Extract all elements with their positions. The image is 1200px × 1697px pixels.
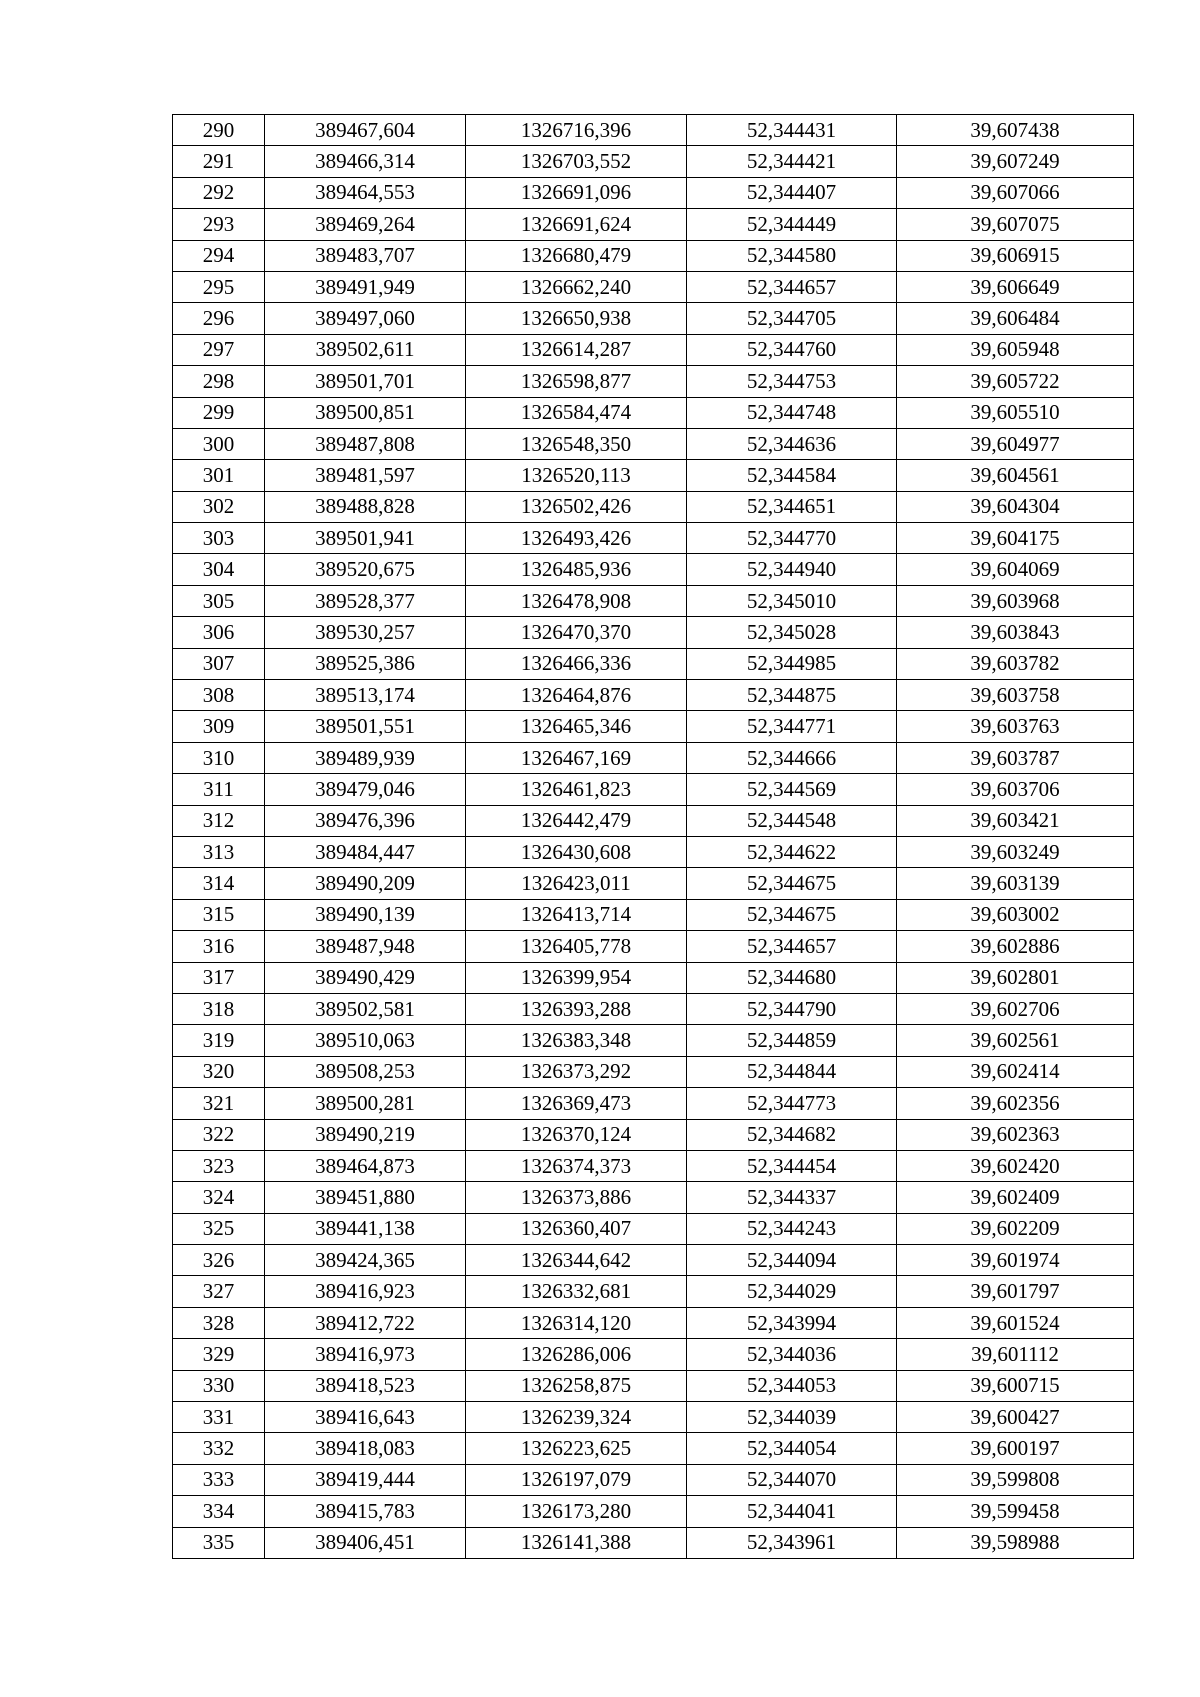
latitude-cell: 52,344041 [687, 1496, 897, 1527]
latitude-cell: 52,344748 [687, 397, 897, 428]
y-coordinate-cell: 1326478,908 [466, 585, 687, 616]
longitude-cell: 39,602209 [897, 1213, 1134, 1244]
longitude-cell: 39,606484 [897, 303, 1134, 334]
point-number-cell: 329 [173, 1339, 265, 1370]
point-number-cell: 333 [173, 1464, 265, 1495]
table-row [173, 146, 1134, 177]
y-coordinate-cell: 1326374,373 [466, 1150, 687, 1181]
y-coordinate-cell: 1326314,120 [466, 1307, 687, 1338]
y-coordinate-cell: 1326703,552 [466, 146, 687, 177]
latitude-cell: 52,344875 [687, 680, 897, 711]
longitude-cell: 39,605948 [897, 334, 1134, 365]
longitude-cell: 39,600197 [897, 1433, 1134, 1464]
point-number-cell: 296 [173, 303, 265, 334]
longitude-cell: 39,603763 [897, 711, 1134, 742]
table-row [173, 1213, 1134, 1244]
x-coordinate-cell: 389406,451 [265, 1527, 466, 1558]
x-coordinate-cell: 389487,948 [265, 931, 466, 962]
x-coordinate-cell: 389501,941 [265, 523, 466, 554]
point-number-cell: 306 [173, 617, 265, 648]
longitude-cell: 39,603249 [897, 836, 1134, 867]
latitude-cell: 52,345010 [687, 585, 897, 616]
y-coordinate-cell: 1326584,474 [466, 397, 687, 428]
table-row [173, 1150, 1134, 1181]
point-number-cell: 324 [173, 1182, 265, 1213]
x-coordinate-cell: 389490,209 [265, 868, 466, 899]
table-row [173, 1182, 1134, 1213]
latitude-cell: 52,344622 [687, 836, 897, 867]
x-coordinate-cell: 389451,880 [265, 1182, 466, 1213]
y-coordinate-cell: 1326485,936 [466, 554, 687, 585]
coordinates-table-body [173, 115, 1134, 1559]
table-row [173, 1464, 1134, 1495]
table-row [173, 115, 1134, 146]
table-row [173, 397, 1134, 428]
table-row [173, 648, 1134, 679]
latitude-cell: 52,344859 [687, 1025, 897, 1056]
x-coordinate-cell: 389418,523 [265, 1370, 466, 1401]
latitude-cell: 52,344036 [687, 1339, 897, 1370]
table-row [173, 1402, 1134, 1433]
y-coordinate-cell: 1326465,346 [466, 711, 687, 742]
point-number-cell: 294 [173, 240, 265, 271]
x-coordinate-cell: 389530,257 [265, 617, 466, 648]
x-coordinate-cell: 389513,174 [265, 680, 466, 711]
latitude-cell: 52,344070 [687, 1464, 897, 1495]
y-coordinate-cell: 1326405,778 [466, 931, 687, 962]
x-coordinate-cell: 389467,604 [265, 115, 466, 146]
latitude-cell: 52,344407 [687, 177, 897, 208]
point-number-cell: 330 [173, 1370, 265, 1401]
point-number-cell: 328 [173, 1307, 265, 1338]
table-row [173, 993, 1134, 1024]
y-coordinate-cell: 1326423,011 [466, 868, 687, 899]
x-coordinate-cell: 389441,138 [265, 1213, 466, 1244]
point-number-cell: 315 [173, 899, 265, 930]
point-number-cell: 297 [173, 334, 265, 365]
latitude-cell: 52,344454 [687, 1150, 897, 1181]
y-coordinate-cell: 1326442,479 [466, 805, 687, 836]
x-coordinate-cell: 389416,643 [265, 1402, 466, 1433]
latitude-cell: 52,344675 [687, 899, 897, 930]
y-coordinate-cell: 1326430,608 [466, 836, 687, 867]
x-coordinate-cell: 389464,553 [265, 177, 466, 208]
point-number-cell: 327 [173, 1276, 265, 1307]
latitude-cell: 52,344421 [687, 146, 897, 177]
longitude-cell: 39,601797 [897, 1276, 1134, 1307]
latitude-cell: 52,344569 [687, 774, 897, 805]
table-row [173, 460, 1134, 491]
point-number-cell: 300 [173, 428, 265, 459]
longitude-cell: 39,603002 [897, 899, 1134, 930]
table-row [173, 868, 1134, 899]
x-coordinate-cell: 389490,139 [265, 899, 466, 930]
x-coordinate-cell: 389412,722 [265, 1307, 466, 1338]
table-row [173, 711, 1134, 742]
y-coordinate-cell: 1326399,954 [466, 962, 687, 993]
latitude-cell: 52,344680 [687, 962, 897, 993]
table-row [173, 240, 1134, 271]
point-number-cell: 301 [173, 460, 265, 491]
point-number-cell: 299 [173, 397, 265, 428]
point-number-cell: 323 [173, 1150, 265, 1181]
longitude-cell: 39,603758 [897, 680, 1134, 711]
point-number-cell: 302 [173, 491, 265, 522]
y-coordinate-cell: 1326141,388 [466, 1527, 687, 1558]
latitude-cell: 52,344682 [687, 1119, 897, 1150]
y-coordinate-cell: 1326716,396 [466, 115, 687, 146]
table-row [173, 617, 1134, 648]
table-row [173, 1119, 1134, 1150]
longitude-cell: 39,603706 [897, 774, 1134, 805]
longitude-cell: 39,603843 [897, 617, 1134, 648]
latitude-cell: 52,344770 [687, 523, 897, 554]
latitude-cell: 52,344243 [687, 1213, 897, 1244]
longitude-cell: 39,598988 [897, 1527, 1134, 1558]
point-number-cell: 303 [173, 523, 265, 554]
table-row [173, 1370, 1134, 1401]
point-number-cell: 309 [173, 711, 265, 742]
point-number-cell: 332 [173, 1433, 265, 1464]
longitude-cell: 39,604561 [897, 460, 1134, 491]
latitude-cell: 52,344584 [687, 460, 897, 491]
x-coordinate-cell: 389489,939 [265, 742, 466, 773]
point-number-cell: 325 [173, 1213, 265, 1244]
point-number-cell: 316 [173, 931, 265, 962]
longitude-cell: 39,607438 [897, 115, 1134, 146]
table-row [173, 1496, 1134, 1527]
latitude-cell: 52,344029 [687, 1276, 897, 1307]
latitude-cell: 52,344580 [687, 240, 897, 271]
point-number-cell: 307 [173, 648, 265, 679]
longitude-cell: 39,606649 [897, 271, 1134, 302]
y-coordinate-cell: 1326461,823 [466, 774, 687, 805]
y-coordinate-cell: 1326493,426 [466, 523, 687, 554]
longitude-cell: 39,604175 [897, 523, 1134, 554]
y-coordinate-cell: 1326239,324 [466, 1402, 687, 1433]
point-number-cell: 292 [173, 177, 265, 208]
latitude-cell: 52,344548 [687, 805, 897, 836]
latitude-cell: 52,344773 [687, 1088, 897, 1119]
point-number-cell: 318 [173, 993, 265, 1024]
table-row [173, 428, 1134, 459]
point-number-cell: 291 [173, 146, 265, 177]
point-number-cell: 331 [173, 1402, 265, 1433]
y-coordinate-cell: 1326691,624 [466, 209, 687, 240]
x-coordinate-cell: 389528,377 [265, 585, 466, 616]
longitude-cell: 39,603787 [897, 742, 1134, 773]
y-coordinate-cell: 1326223,625 [466, 1433, 687, 1464]
latitude-cell: 52,344449 [687, 209, 897, 240]
latitude-cell: 52,344636 [687, 428, 897, 459]
x-coordinate-cell: 389416,923 [265, 1276, 466, 1307]
longitude-cell: 39,607249 [897, 146, 1134, 177]
y-coordinate-cell: 1326691,096 [466, 177, 687, 208]
point-number-cell: 335 [173, 1527, 265, 1558]
x-coordinate-cell: 389500,281 [265, 1088, 466, 1119]
x-coordinate-cell: 389501,701 [265, 366, 466, 397]
point-number-cell: 322 [173, 1119, 265, 1150]
longitude-cell: 39,602886 [897, 931, 1134, 962]
y-coordinate-cell: 1326467,169 [466, 742, 687, 773]
longitude-cell: 39,600427 [897, 1402, 1134, 1433]
x-coordinate-cell: 389484,447 [265, 836, 466, 867]
table-row [173, 491, 1134, 522]
x-coordinate-cell: 389469,264 [265, 209, 466, 240]
point-number-cell: 295 [173, 271, 265, 302]
point-number-cell: 293 [173, 209, 265, 240]
longitude-cell: 39,602801 [897, 962, 1134, 993]
point-number-cell: 321 [173, 1088, 265, 1119]
x-coordinate-cell: 389500,851 [265, 397, 466, 428]
point-number-cell: 320 [173, 1056, 265, 1087]
table-row [173, 366, 1134, 397]
table-row [173, 209, 1134, 240]
longitude-cell: 39,607075 [897, 209, 1134, 240]
x-coordinate-cell: 389418,083 [265, 1433, 466, 1464]
x-coordinate-cell: 389510,063 [265, 1025, 466, 1056]
latitude-cell: 52,344431 [687, 115, 897, 146]
point-number-cell: 313 [173, 836, 265, 867]
longitude-cell: 39,600715 [897, 1370, 1134, 1401]
table-row [173, 271, 1134, 302]
y-coordinate-cell: 1326548,350 [466, 428, 687, 459]
point-number-cell: 290 [173, 115, 265, 146]
latitude-cell: 52,344940 [687, 554, 897, 585]
table-row [173, 1433, 1134, 1464]
table-row [173, 1276, 1134, 1307]
table-row [173, 585, 1134, 616]
table-row [173, 303, 1134, 334]
y-coordinate-cell: 1326650,938 [466, 303, 687, 334]
table-row [173, 177, 1134, 208]
y-coordinate-cell: 1326360,407 [466, 1213, 687, 1244]
point-number-cell: 312 [173, 805, 265, 836]
y-coordinate-cell: 1326373,292 [466, 1056, 687, 1087]
latitude-cell: 52,344760 [687, 334, 897, 365]
longitude-cell: 39,603968 [897, 585, 1134, 616]
latitude-cell: 52,344666 [687, 742, 897, 773]
table-row [173, 1245, 1134, 1276]
latitude-cell: 52,344054 [687, 1433, 897, 1464]
y-coordinate-cell: 1326662,240 [466, 271, 687, 302]
y-coordinate-cell: 1326520,113 [466, 460, 687, 491]
x-coordinate-cell: 389508,253 [265, 1056, 466, 1087]
table-row [173, 774, 1134, 805]
y-coordinate-cell: 1326369,473 [466, 1088, 687, 1119]
latitude-cell: 52,344039 [687, 1402, 897, 1433]
longitude-cell: 39,602561 [897, 1025, 1134, 1056]
longitude-cell: 39,604069 [897, 554, 1134, 585]
point-number-cell: 326 [173, 1245, 265, 1276]
point-number-cell: 317 [173, 962, 265, 993]
longitude-cell: 39,602363 [897, 1119, 1134, 1150]
y-coordinate-cell: 1326370,124 [466, 1119, 687, 1150]
x-coordinate-cell: 389488,828 [265, 491, 466, 522]
table-row [173, 742, 1134, 773]
latitude-cell: 52,343994 [687, 1307, 897, 1338]
latitude-cell: 52,344753 [687, 366, 897, 397]
table-row [173, 1056, 1134, 1087]
x-coordinate-cell: 389476,396 [265, 805, 466, 836]
x-coordinate-cell: 389464,873 [265, 1150, 466, 1181]
longitude-cell: 39,599808 [897, 1464, 1134, 1495]
y-coordinate-cell: 1326173,280 [466, 1496, 687, 1527]
longitude-cell: 39,603782 [897, 648, 1134, 679]
y-coordinate-cell: 1326413,714 [466, 899, 687, 930]
table-row [173, 962, 1134, 993]
longitude-cell: 39,601112 [897, 1339, 1134, 1370]
point-number-cell: 310 [173, 742, 265, 773]
point-number-cell: 308 [173, 680, 265, 711]
latitude-cell: 52,343961 [687, 1527, 897, 1558]
longitude-cell: 39,604304 [897, 491, 1134, 522]
table-row [173, 523, 1134, 554]
latitude-cell: 52,344094 [687, 1245, 897, 1276]
x-coordinate-cell: 389491,949 [265, 271, 466, 302]
longitude-cell: 39,604977 [897, 428, 1134, 459]
table-row [173, 931, 1134, 962]
longitude-cell: 39,601974 [897, 1245, 1134, 1276]
x-coordinate-cell: 389520,675 [265, 554, 466, 585]
y-coordinate-cell: 1326344,642 [466, 1245, 687, 1276]
longitude-cell: 39,605722 [897, 366, 1134, 397]
x-coordinate-cell: 389490,429 [265, 962, 466, 993]
table-row [173, 334, 1134, 365]
latitude-cell: 52,344053 [687, 1370, 897, 1401]
longitude-cell: 39,606915 [897, 240, 1134, 271]
table-row [173, 1307, 1134, 1338]
table-row [173, 1527, 1134, 1558]
longitude-cell: 39,602409 [897, 1182, 1134, 1213]
latitude-cell: 52,344771 [687, 711, 897, 742]
coordinates-table [172, 114, 1134, 1559]
x-coordinate-cell: 389490,219 [265, 1119, 466, 1150]
longitude-cell: 39,603139 [897, 868, 1134, 899]
y-coordinate-cell: 1326464,876 [466, 680, 687, 711]
table-row [173, 899, 1134, 930]
y-coordinate-cell: 1326680,479 [466, 240, 687, 271]
y-coordinate-cell: 1326383,348 [466, 1025, 687, 1056]
point-number-cell: 298 [173, 366, 265, 397]
x-coordinate-cell: 389483,707 [265, 240, 466, 271]
x-coordinate-cell: 389419,444 [265, 1464, 466, 1495]
y-coordinate-cell: 1326332,681 [466, 1276, 687, 1307]
y-coordinate-cell: 1326614,287 [466, 334, 687, 365]
longitude-cell: 39,602414 [897, 1056, 1134, 1087]
latitude-cell: 52,344790 [687, 993, 897, 1024]
x-coordinate-cell: 389487,808 [265, 428, 466, 459]
x-coordinate-cell: 389481,597 [265, 460, 466, 491]
x-coordinate-cell: 389415,783 [265, 1496, 466, 1527]
point-number-cell: 304 [173, 554, 265, 585]
y-coordinate-cell: 1326598,877 [466, 366, 687, 397]
table-row [173, 836, 1134, 867]
point-number-cell: 311 [173, 774, 265, 805]
latitude-cell: 52,344651 [687, 491, 897, 522]
y-coordinate-cell: 1326258,875 [466, 1370, 687, 1401]
latitude-cell: 52,344985 [687, 648, 897, 679]
latitude-cell: 52,344657 [687, 271, 897, 302]
table-row [173, 1088, 1134, 1119]
table-row [173, 1339, 1134, 1370]
y-coordinate-cell: 1326393,288 [466, 993, 687, 1024]
x-coordinate-cell: 389416,973 [265, 1339, 466, 1370]
longitude-cell: 39,601524 [897, 1307, 1134, 1338]
longitude-cell: 39,602420 [897, 1150, 1134, 1181]
x-coordinate-cell: 389525,386 [265, 648, 466, 679]
longitude-cell: 39,603421 [897, 805, 1134, 836]
x-coordinate-cell: 389497,060 [265, 303, 466, 334]
y-coordinate-cell: 1326197,079 [466, 1464, 687, 1495]
longitude-cell: 39,599458 [897, 1496, 1134, 1527]
x-coordinate-cell: 389501,551 [265, 711, 466, 742]
x-coordinate-cell: 389466,314 [265, 146, 466, 177]
y-coordinate-cell: 1326502,426 [466, 491, 687, 522]
longitude-cell: 39,602706 [897, 993, 1134, 1024]
x-coordinate-cell: 389502,611 [265, 334, 466, 365]
table-row [173, 554, 1134, 585]
point-number-cell: 319 [173, 1025, 265, 1056]
y-coordinate-cell: 1326373,886 [466, 1182, 687, 1213]
latitude-cell: 52,344844 [687, 1056, 897, 1087]
longitude-cell: 39,602356 [897, 1088, 1134, 1119]
latitude-cell: 52,344675 [687, 868, 897, 899]
x-coordinate-cell: 389424,365 [265, 1245, 466, 1276]
y-coordinate-cell: 1326470,370 [466, 617, 687, 648]
table-row [173, 1025, 1134, 1056]
latitude-cell: 52,344705 [687, 303, 897, 334]
longitude-cell: 39,607066 [897, 177, 1134, 208]
point-number-cell: 305 [173, 585, 265, 616]
x-coordinate-cell: 389502,581 [265, 993, 466, 1024]
latitude-cell: 52,344657 [687, 931, 897, 962]
y-coordinate-cell: 1326466,336 [466, 648, 687, 679]
latitude-cell: 52,345028 [687, 617, 897, 648]
y-coordinate-cell: 1326286,006 [466, 1339, 687, 1370]
table-row [173, 680, 1134, 711]
longitude-cell: 39,605510 [897, 397, 1134, 428]
point-number-cell: 314 [173, 868, 265, 899]
table-row [173, 805, 1134, 836]
point-number-cell: 334 [173, 1496, 265, 1527]
x-coordinate-cell: 389479,046 [265, 774, 466, 805]
latitude-cell: 52,344337 [687, 1182, 897, 1213]
